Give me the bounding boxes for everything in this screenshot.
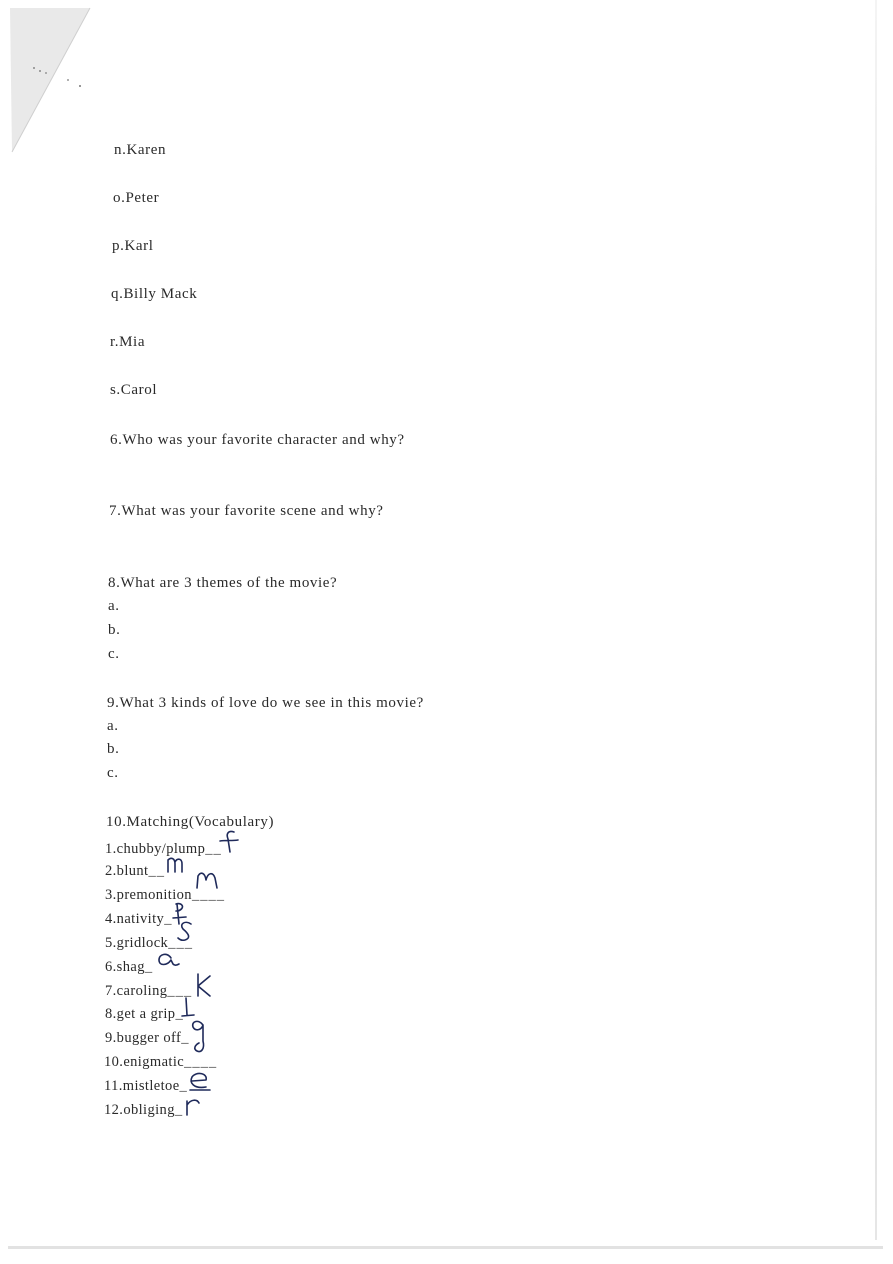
vocab-term: 2.blunt — [105, 863, 149, 879]
vocab-term: 6.shag — [105, 959, 145, 975]
matching-row — [104, 1077, 212, 1095]
answer-blank: _ — [174, 1102, 184, 1118]
question-6: 6.Who was your favorite character and why? — [110, 432, 405, 448]
handwritten-answer — [183, 1101, 203, 1119]
scan-fold-shadow — [0, 0, 100, 160]
matching-row — [105, 862, 187, 880]
character-item: n.Karen — [114, 142, 167, 158]
answer-blank: _ — [164, 911, 173, 927]
vocab-term: 8.get a grip — [105, 1006, 176, 1022]
vocab-term: 11.mistletoe — [104, 1078, 180, 1094]
matching-row — [105, 1005, 198, 1023]
answer-option: c. — [108, 646, 120, 662]
question-7: 7.What was your favorite scene and why? — [109, 503, 384, 519]
character-item: r.Mia — [110, 334, 146, 350]
answer-blank: _ — [179, 1078, 188, 1094]
vocab-term: 5.gridlock — [105, 935, 169, 951]
question-9: 9.What 3 kinds of love do we see in this movie? — [107, 695, 424, 711]
handwritten-answer — [195, 886, 221, 904]
matching-row — [105, 886, 225, 904]
vocab-term: 12.obliging — [104, 1102, 175, 1118]
answer-blank: ___ — [168, 935, 193, 951]
character-item: o.Peter — [113, 190, 160, 206]
answer-option: c. — [107, 765, 119, 781]
answer-option: b. — [107, 741, 120, 757]
answer-blank: _ — [144, 959, 154, 975]
answer-blank: __ — [148, 863, 165, 879]
handwritten-answer — [217, 1053, 227, 1071]
vocab-term: 7.caroling — [105, 983, 168, 999]
character-item: s.Carol — [110, 382, 158, 398]
matching-row — [105, 934, 197, 952]
answer-blank: ____ — [191, 887, 225, 903]
matching-row — [105, 838, 242, 858]
character-item: q.Billy Mack — [111, 286, 198, 302]
question-8: 8.What are 3 themes of the movie? — [108, 575, 338, 591]
scan-bottom-edge — [8, 1246, 883, 1249]
handwritten-answer — [189, 1029, 211, 1047]
answer-option: b. — [108, 622, 121, 638]
handwritten-answer — [188, 1077, 212, 1095]
answer-blank: ___ — [167, 983, 193, 999]
answer-blank: ____ — [184, 1054, 218, 1070]
answer-blank: _ — [175, 1006, 184, 1022]
matching-title: 10.Matching(Vocabulary) — [106, 814, 275, 830]
matching-row — [105, 958, 181, 976]
vocab-term: 1.chubby/plump — [105, 841, 206, 857]
vocab-term: 10.enigmatic — [104, 1054, 185, 1070]
handwritten-answer — [153, 958, 181, 976]
answer-option: a. — [108, 598, 120, 614]
matching-row — [105, 1029, 211, 1047]
answer-option: a. — [107, 718, 119, 734]
vocab-term: 4.nativity — [105, 911, 165, 927]
handwritten-answer — [165, 862, 187, 880]
answer-blank: __ — [205, 841, 222, 857]
vocab-term: 3.premonition — [105, 887, 192, 903]
scan-right-edge — [875, 0, 877, 1240]
handwritten-answer — [216, 838, 242, 858]
vocab-term: 9.bugger off — [105, 1030, 182, 1046]
character-item: p.Karl — [112, 238, 154, 254]
matching-row — [104, 1053, 227, 1071]
answer-blank: _ — [181, 1030, 190, 1046]
matching-row — [104, 1101, 203, 1119]
matching-row — [105, 982, 218, 1000]
